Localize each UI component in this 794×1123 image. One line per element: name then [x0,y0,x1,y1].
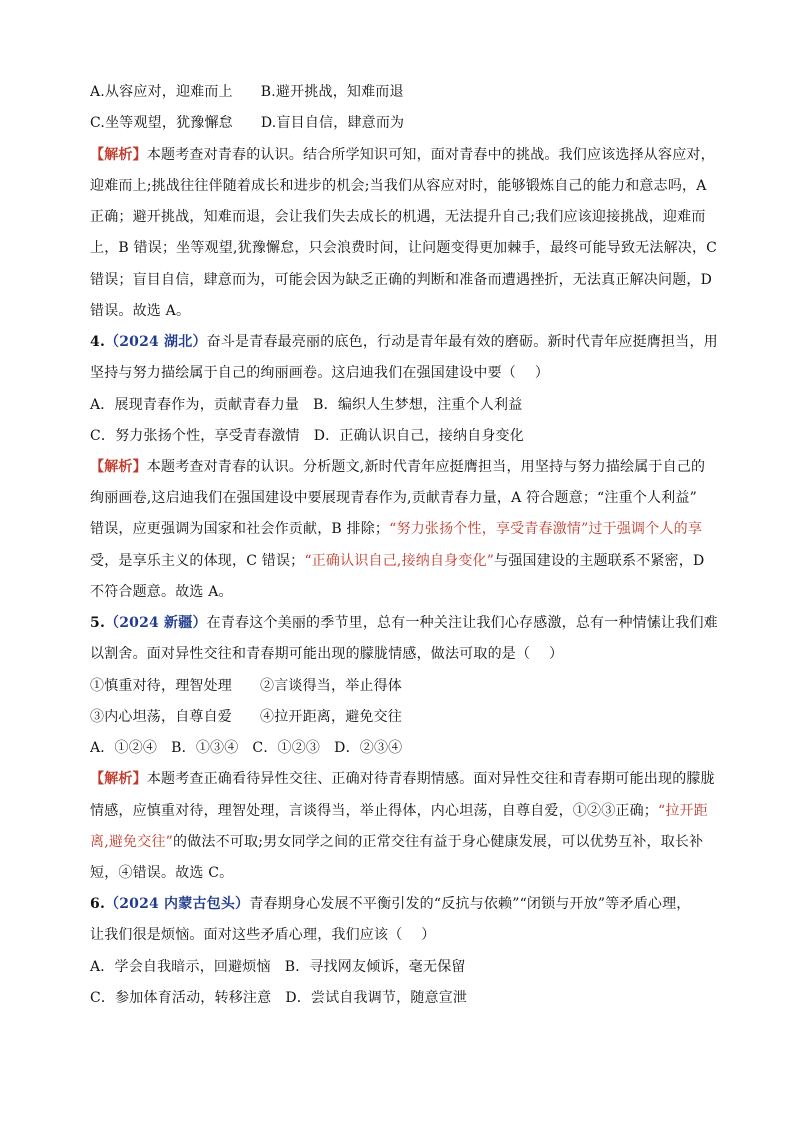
q5-item-3: ③内心坦荡，自尊自爱 [90,709,232,725]
q4-analysis-line5: 不符合题意。故选 A。 [90,584,233,600]
q6-stem-line1 [90,894,710,914]
q5-choice-a: A．①②④ [90,740,158,756]
q5-items-row1 [90,676,710,696]
q6-options-row2 [90,988,710,1008]
q4-option-a: A．展现青春作为，贡献青春力量 [90,397,300,413]
analysis-highlight: “努力张扬个性，享受青春激情”过于强调个人的享 [389,521,703,537]
q4-option-d: D．正确认识自己，接纳自身变化 [313,428,524,444]
q4-analysis-line3 [90,519,710,539]
analysis-text: 本题考查对青春的认识。分析题文,新时代青年应挺膺担当，用坚持与努力描绘属于自己的 [146,459,706,475]
q5-stem-text: 在青春这个美丽的季节里，总有一种关注让我们心存感激，总有一种情愫让我们难 [206,615,718,631]
q5-source: （2024 新疆） [105,615,207,631]
q3-options-row2 [90,113,710,133]
q3-options-row1 [90,82,710,102]
q6-number: 6. [90,896,106,912]
q5-analysis-line2 [90,801,710,821]
q3-analysis-line3: 正确；避开挑战，知难而退，会让我们失去成长的机遇，无法提升自己;我们应该迎接挑战，迎难而 [90,209,706,225]
q6-option-b: B．寻找网友倾诉，毫无保留 [284,959,466,975]
q4-option-c: C．努力张扬个性，享受青春激情 [90,428,300,444]
q6-option-d: D．尝试自我调节，随意宣泄 [285,990,468,1006]
analysis-highlight: “正确认识自己,接纳自身变化” [304,553,495,569]
q3-analysis-line1 [90,145,715,165]
q3-option-b: B.避开挑战，知难而退 [260,84,404,100]
analysis-text: 本题考查正确看待异性交往、正确对待青春期情感。面对异性交往和青春期可能出现的朦胧 [146,771,715,787]
q4-analysis-line2: 绚丽画卷,这启迪我们在强国建设中要展现青春作为,贡献青春力量，A 符合题意；“注重个人利益” [90,490,697,506]
q6-options-row1 [90,957,710,977]
analysis-tag: 【解析】 [90,147,147,163]
q5-item-4: ④拉开距离，避免交往 [260,709,402,725]
q3-option-a: A.从容应对，迎难而上 [90,84,233,100]
q4-source: （2024 湖北） [105,334,207,350]
analysis-highlight: “拉开距 [658,803,708,819]
q3-option-d: D.盲目自信，肆意而为 [260,115,405,131]
q3-analysis-line6: 错误。故选 A。 [90,303,191,319]
analysis-text: 的做法不可取;男女同学之间的正常交往有益于身心健康发展，可以优势互补，取长补 [173,834,704,850]
q5-item-1: ①慎重对待，理智处理 [90,678,232,694]
q4-stem-line1 [90,332,718,352]
analysis-tag: 【解析】 [90,459,147,475]
q6-option-c: C．参加体育活动，转移注意 [90,990,272,1006]
analysis-highlight: 离,避免交往” [90,834,174,850]
q6-stem-line2: 让我们很是烦恼。面对这些矛盾心理，我们应该（ ） [90,927,436,943]
q3-analysis-line5: 错误；盲目自信，肆意而为，可能会因为缺乏正确的判断和准备而遭遇挫折，无法真正解决问题，D [90,272,713,288]
q5-stem-line1 [90,613,718,633]
q6-stem-text: 青春期身心发展不平衡引发的“反抗与依赖”“闭锁与开放”等矛盾心理， [249,896,691,912]
q5-items-row2 [90,707,710,727]
q4-analysis-line1 [90,457,710,477]
analysis-text: 错误，应更强调为国家和社会作贡献，B 排除； [90,521,390,537]
q3-analysis-line4: 上，B 错误；坐等观望,犹豫懈怠，只会浪费时间，让问题变得更加棘手，最终可能导致无法解决，C [90,240,718,256]
q4-number: 4. [90,334,106,350]
analysis-text: 与强国建设的主题联系不紧密，D [494,553,705,569]
q4-options-row2 [90,426,710,446]
analysis-text: 本题考查对青春的认识。结合所学知识可知，面对青春中的挑战。我们应该选择从容应对， [146,147,715,163]
q3-option-c: C.坐等观望，犹豫懈怠 [90,115,233,131]
q5-item-2: ②言谈得当，举止得体 [260,678,402,694]
q4-stem-text: 奋斗是青春最亮丽的底色，行动是青年最有效的磨砺。新时代青年应挺膺担当，用 [206,334,718,350]
q4-options-row1 [90,395,710,415]
q4-stem-line2: 坚持与努力描绘属于自己的绚丽画卷。这启迪我们在强国建设中要（ ） [90,365,550,381]
q5-choice-b: B．①③④ [171,740,239,756]
q5-choice-d: D．②③④ [334,740,403,756]
q5-analysis-line4: 短，④错误。故选 C。 [90,865,234,881]
q5-analysis-line1 [90,769,715,789]
q6-source: （2024 内蒙古包头） [105,896,250,912]
analysis-text: 受，是享乐主义的体现，C 错误； [90,553,305,569]
q6-option-a: A．学会自我暗示，回避烦恼 [90,959,271,975]
q5-number: 5. [90,615,106,631]
q4-option-b: B．编织人生梦想，注重个人利益 [313,397,523,413]
q4-analysis-line4 [90,551,710,571]
q3-analysis-line2: 迎难而上;挑战往往伴随着成长和进步的机会;当我们从容应对时，能够锻炼自己的能力和意志吗，A [90,178,707,194]
q5-stem-line2: 以割舍。面对异性交往和青春期可能出现的朦胧情感，做法可取的是（ ） [90,646,564,662]
q5-analysis-line3 [90,832,710,852]
q5-choices [90,738,710,758]
q5-choice-c: C．①②③ [252,740,321,756]
analysis-text: 情感，应慎重对待，理智处理，言谈得当，举止得体，内心坦荡，自尊自爱，①②③正确； [90,803,658,819]
analysis-tag: 【解析】 [90,771,147,787]
